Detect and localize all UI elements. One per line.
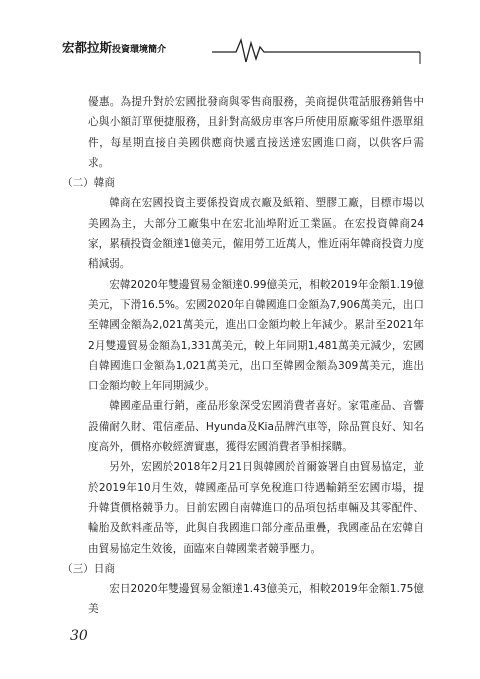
section-heading-japan: （三）日商 [62,562,115,575]
body-text [62,92,424,620]
paragraph: 韓商在宏國投資主要係投資成衣廠及紙箱、塑膠工廠，目標市場以美國為主，大部分工廠集中在宏北汕埠附近工業區。在宏投資韓商24家，累積投資金額達1億美元，僱用勞工近萬人，惟近兩年韓商投資力度稍減弱。 [88,197,424,271]
paragraph: 宏日2020年雙邊貿易金額達1.43億美元，相較2019年金額1.75億美 [88,583,424,616]
header-title-main: 宏都拉斯 [62,40,113,55]
page-number: 30 [70,628,88,644]
paragraph: 另外，宏國於2018年2月21日與韓國於首爾簽署自由貿易協定，並於2019年10月生效，韓國產品可享免稅進口待遇輸銷至宏國市場，提升韓貨價格競爭力。目前宏國自南韓進口的品項包括車輛及其零配件、輪胎及飲料產品等，此與自我國進口部分產品重疊，我國產品在宏韓自由貿易協定生效後，面臨來自韓國業者競爭壓力。 [88,461,424,555]
header-title-sub: 投資環境簡介 [112,45,167,55]
page-header [0,34,480,66]
section-heading-korea: （二）韓商 [62,177,115,190]
paragraph: 宏韓2020年雙邊貿易金額達0.99億美元，相較2019年金額1.19億美元，下滑16.5%。宏國2020年自韓國進口金額為7,906萬美元，出口至韓國金額為2,021萬美元，進出口金額均較上年減少。累計至2021年2月雙邊貿易金額為1,331萬美元，較上年同期1,481萬美元減少，宏國自韓國進口金額為1,021萬美元，出口至韓國金額為309萬美元，進出口金額均較上年同期減少。 [88,278,424,393]
paragraph: 韓國產品重行銷，產品形象深受宏國消費者喜好。家電產品、音響設備耐久財、電信產品、Hyunda及Kia品牌汽車等，除品質良好、知名度高外，價格亦較經濟實惠，獲得宏國消費者爭相採購。 [88,400,424,454]
header-title [62,38,166,56]
paragraph-continuation: 優惠。為提升對於宏國批發商與零售商服務，美商提供電話服務銷售中心與小額訂單便捷服務，且針對高級房車客戶所使用原廠零組件憑單組件，每星期直接自美國供應商快遞直接送達宏國進口商，以供客戶需求。 [88,96,424,169]
